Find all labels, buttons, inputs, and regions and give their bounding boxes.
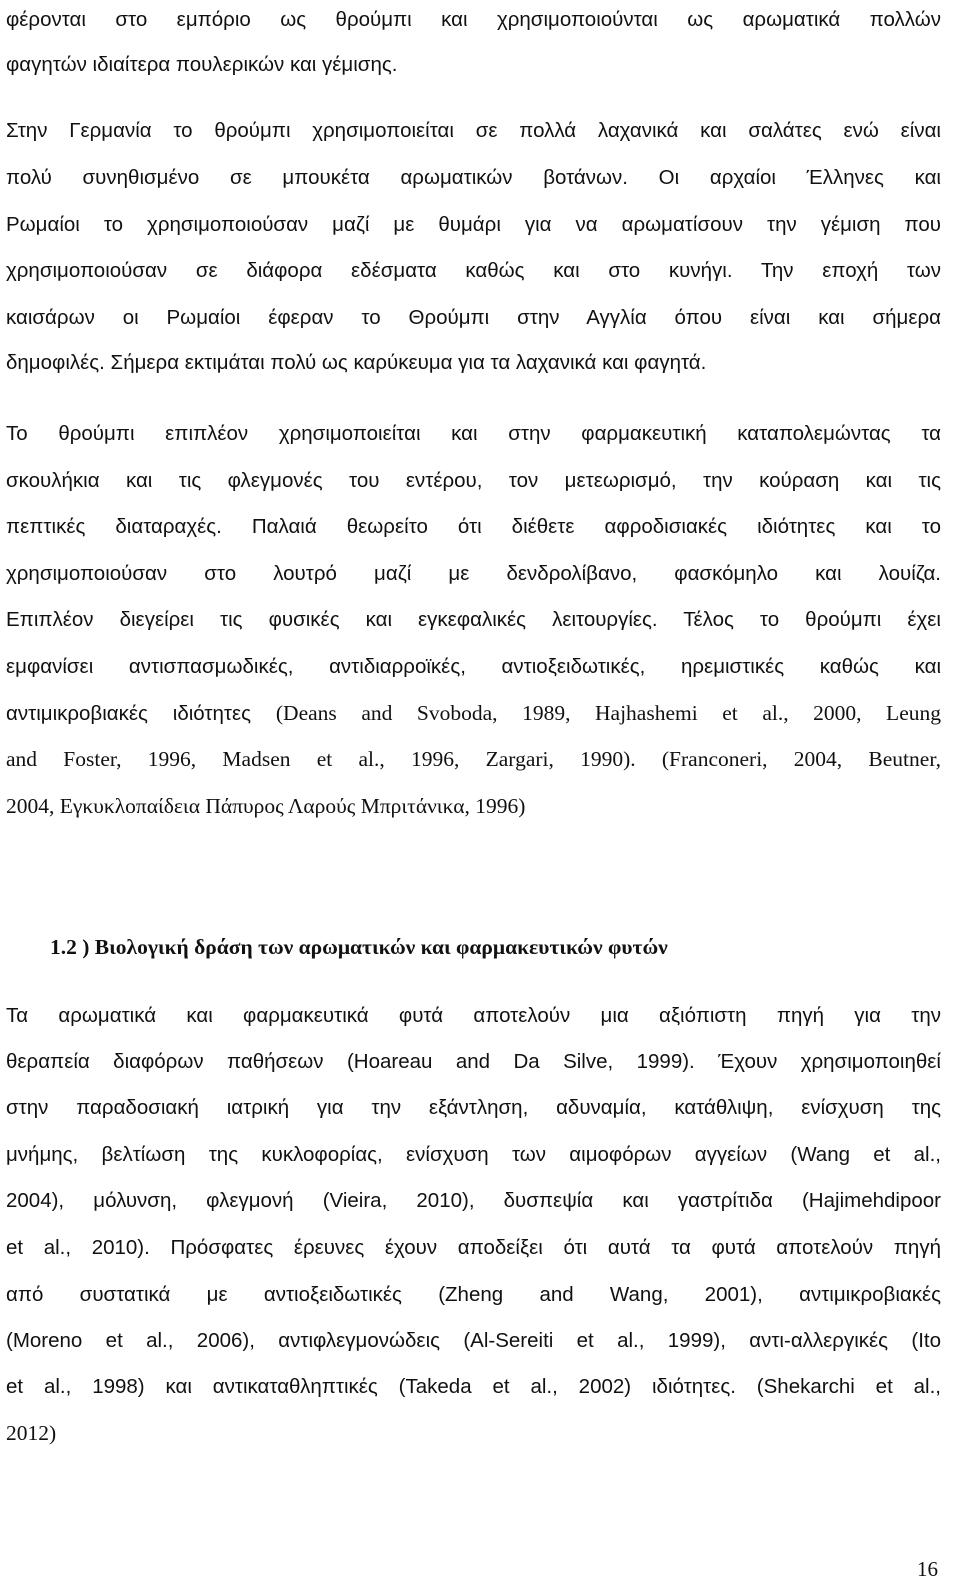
page-number: 16 <box>917 1557 938 1581</box>
text-line: Ρωμαίοι το χρησιμοποιούσαν μαζί με θυμάρι για να αρωματίσουν την γέμιση που <box>6 213 941 236</box>
text-line: φέρονται στο εμπόριο ως θρούμπι και χρησιμοποιούνται ως αρωματικά πολλών <box>6 8 941 31</box>
text-line: δημοφιλές. Σήμερα εκτιμάται πολύ ως καρύκευμα για τα λαχανικά και φαγητά. <box>6 351 707 374</box>
text-line: 2004), μόλυνση, φλεγμονή (Vieira, 2010), δυσπεψία και γαστρίτιδα (Hajimehdipoor <box>6 1189 941 1212</box>
text-line: μνήμης, βελτίωση της κυκλοφορίας, ενίσχυση των αιμοφόρων αγγείων (Wang et al., <box>6 1143 941 1166</box>
text-line: χρησιμοποιούσαν στο λουτρό μαζί με δενδρολίβανο, φασκόμηλο και λουίζα. <box>6 562 941 585</box>
text-line: 2004, Εγκυκλοπαίδεια Πάπυρος Λαρούς Μπριτάνικα, 1996) <box>6 794 526 818</box>
text-line: 2012) <box>6 1421 57 1445</box>
text-line: Το θρούμπι επιπλέον χρησιμοποιείται και στην φαρμακευτική καταπολεμώντας τα <box>6 422 941 445</box>
text-line: Στην Γερμανία το θρούμπι χρησιμοποιείται σε πολλά λαχανικά και σαλάτες ενώ είναι <box>6 119 941 142</box>
text-line: φαγητών ιδιαίτερα πουλερικών και γέμισης. <box>6 53 398 76</box>
text-line: (Moreno et al., 2006), αντιφλεγμονώδεις (Al-Sereiti et al., 1999), αντι-αλλεργικές (Ito <box>6 1329 941 1352</box>
text-line: χρησιμοποιούσαν σε διάφορα εδέσματα καθώς και στο κυνήγι. Την εποχή των <box>6 259 941 282</box>
text-line <box>6 698 941 728</box>
text-line: εμφανίσει αντισπασμωδικές, αντιδιαρροϊκές, αντιοξειδωτικές, ηρεμιστικές καθώς και <box>6 655 941 678</box>
text-line: από συστατικά με αντιοξειδωτικές (Zheng and Wang, 2001), αντιμικροβιακές <box>6 1283 941 1306</box>
text-line: στην παραδοσιακή ιατρική για την εξάντληση, αδυναμία, κατάθλιψη, ενίσχυση της <box>6 1096 941 1119</box>
text-line: καισάρων οι Ρωμαίοι έφεραν το Θρούμπι στην Αγγλία όπου είναι και σήμερα <box>6 306 941 329</box>
text-line: Τα αρωματικά και φαρμακευτικά φυτά αποτελούν μια αξιόπιστη πηγή για την <box>6 1004 941 1027</box>
text-line: πολύ συνηθισμένο σε μπουκέτα αρωματικών βοτάνων. Οι αρχαίοι Έλληνες και <box>6 166 941 189</box>
text-segment: αντιμικροβιακές ιδιότητες <box>6 702 276 725</box>
text-line: θεραπεία διαφόρων παθήσεων (Hoareau and Da Silve, 1999). Έχουν χρησιμοποιηθεί <box>6 1050 941 1073</box>
text-line: πεπτικές διαταραχές. Παλαιά θεωρείτο ότι διέθετε αφροδισιακές ιδιότητες και το <box>6 515 941 538</box>
section-heading: 1.2 ) Βιολογική δράση των αρωματικών και φαρμακευτικών φυτών <box>50 935 668 959</box>
text-line: et al., 1998) και αντικαταθληπτικές (Takeda et al., 2002) ιδιότητες. (Shekarchi et al., <box>6 1375 941 1398</box>
text-line: et al., 2010). Πρόσφατες έρευνες έχουν αποδείξει ότι αυτά τα φυτά αποτελούν πηγή <box>6 1236 941 1259</box>
citation-text: (Deans and Svoboda, 1989, Hajhashemi et al., 2000, Leung <box>275 701 941 725</box>
text-line: and Foster, 1996, Madsen et al., 1996, Zargari, 1990). (Franconeri, 2004, Beutner, <box>6 747 941 771</box>
text-line: Επιπλέον διεγείρει τις φυσικές και εγκεφαλικές λειτουργίες. Τέλος το θρούμπι έχει <box>6 608 941 631</box>
text-line: σκουλήκια και τις φλεγμονές του εντέρου, τον μετεωρισμό, την κούραση και τις <box>6 469 941 492</box>
